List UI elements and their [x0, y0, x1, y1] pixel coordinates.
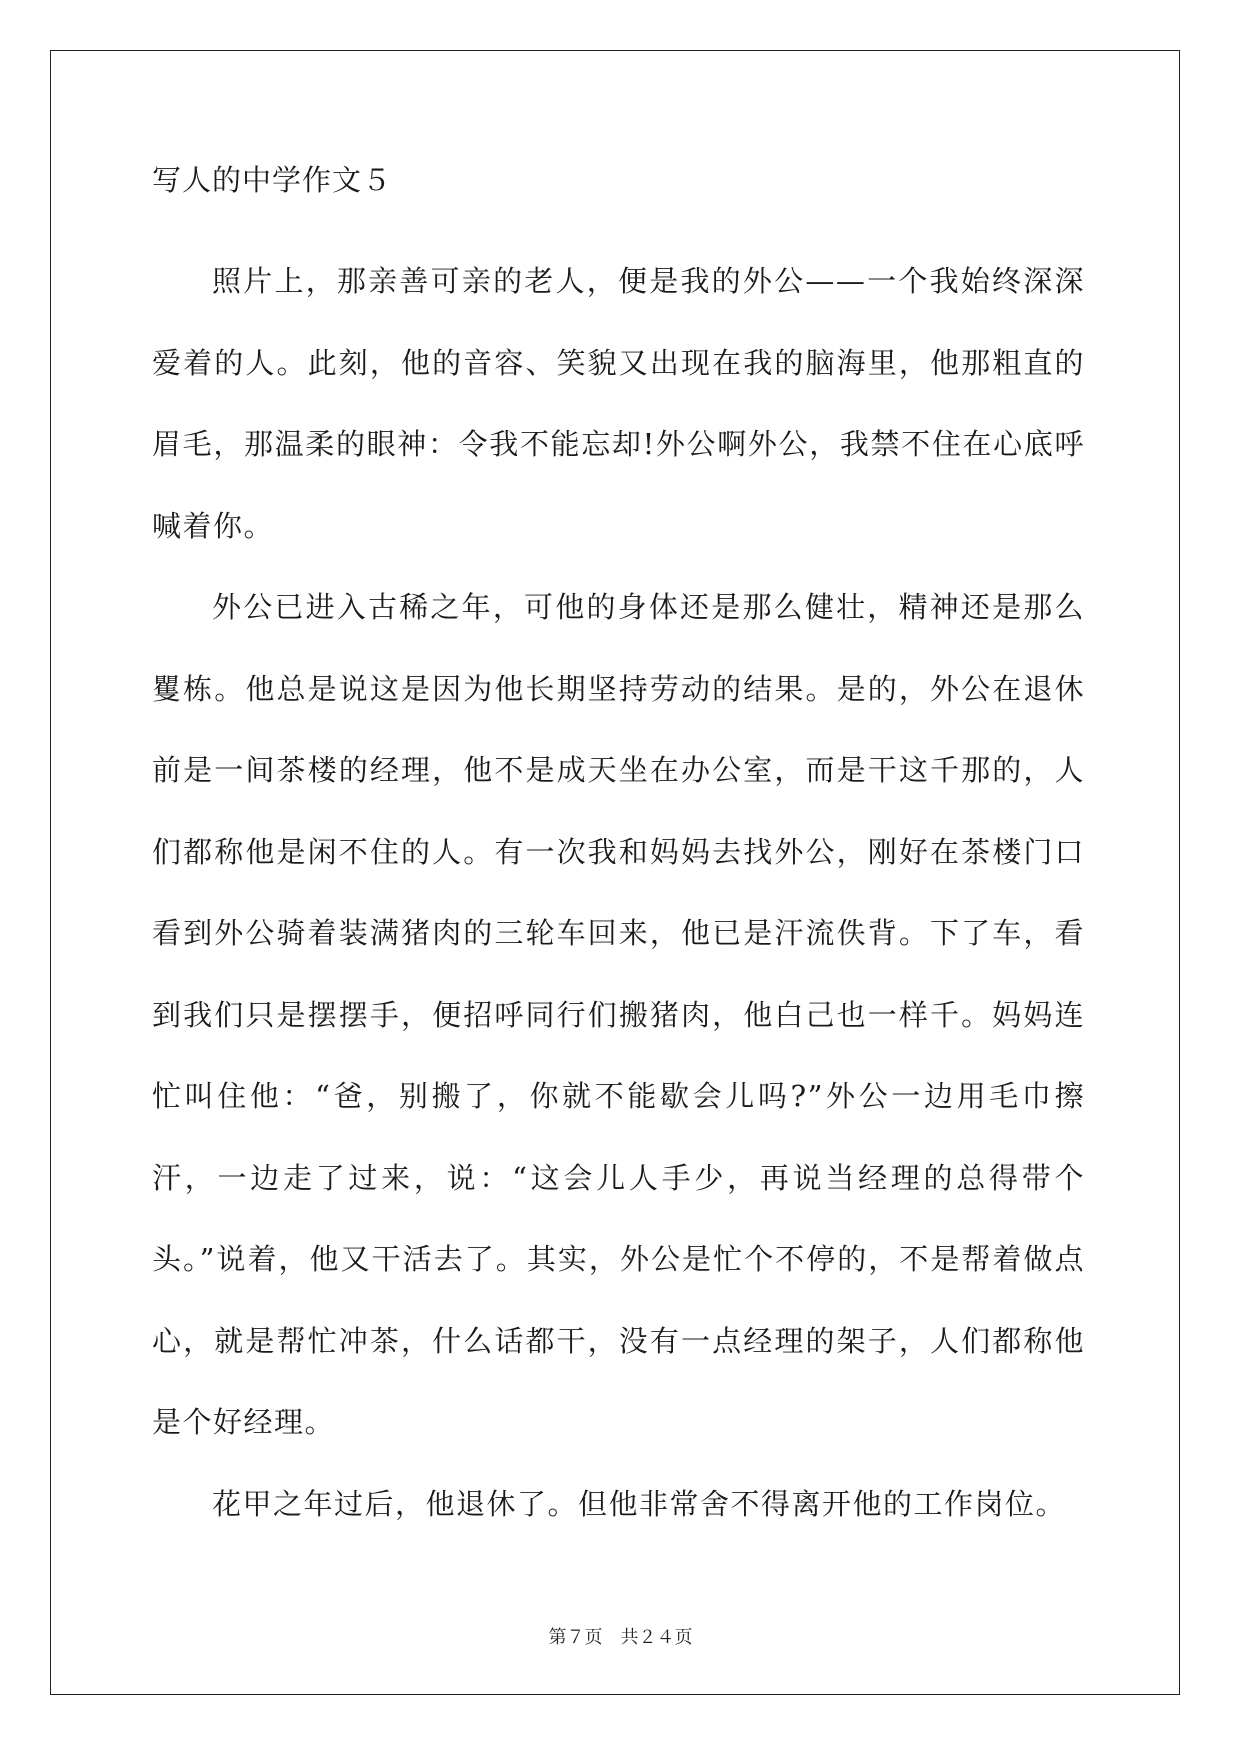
page-footer — [0, 1623, 1241, 1649]
paragraph-2: 外公已进入古稀之年，可他的身体还是那么健壮，精神还是那么矍栋。他总是说这是因为他长期坚持劳动的结果。是的，外公在退休前是一间茶楼的经理，他不是成天坐在办公室，而是干这千那的，人们都称他是闲不住的人。有一次我和妈妈去找外公，刚好在茶楼门口看到外公骑着装满猪肉的三轮车回来，他已是汗流佚背。下了车，看到我们只是摆摆手，便招呼同行们搬猪肉，他白己也一样千。妈妈连忙叫住他：“爸，别搬了，你就不能歇会儿吗?”外公一边用毛巾擦汗，一边走了过来，说：“这会儿人手少，再说当经理的总得带个头。”说着，他又干活去了。其实，外公是忙个不停的，不是帮着做点心，就是帮忙冲茶，什么话都干，没有一点经理的架子，人们都称他是个好经理。 — [152, 590, 1085, 1439]
document-body — [152, 160, 1085, 1545]
paragraph-1: 照片上，那亲善可亲的老人，便是我的外公——一个我始终深深爱着的人。此刻，他的音容、笑貌又出现在我的脑海里，他那粗直的眉毛，那温柔的眼神：令我不能忘却!外公啊外公，我禁不住在心底呼喊着你。 — [152, 264, 1085, 543]
paragraph-3: 花甲之年过后，他退休了。但他非常舍不得离开他的工作岗位。 — [212, 1486, 1067, 1521]
page-number: 第７页 — [548, 1627, 603, 1648]
page-total: 共２４页 — [620, 1627, 693, 1648]
document-title: 写人的中学作文５ — [152, 163, 393, 197]
